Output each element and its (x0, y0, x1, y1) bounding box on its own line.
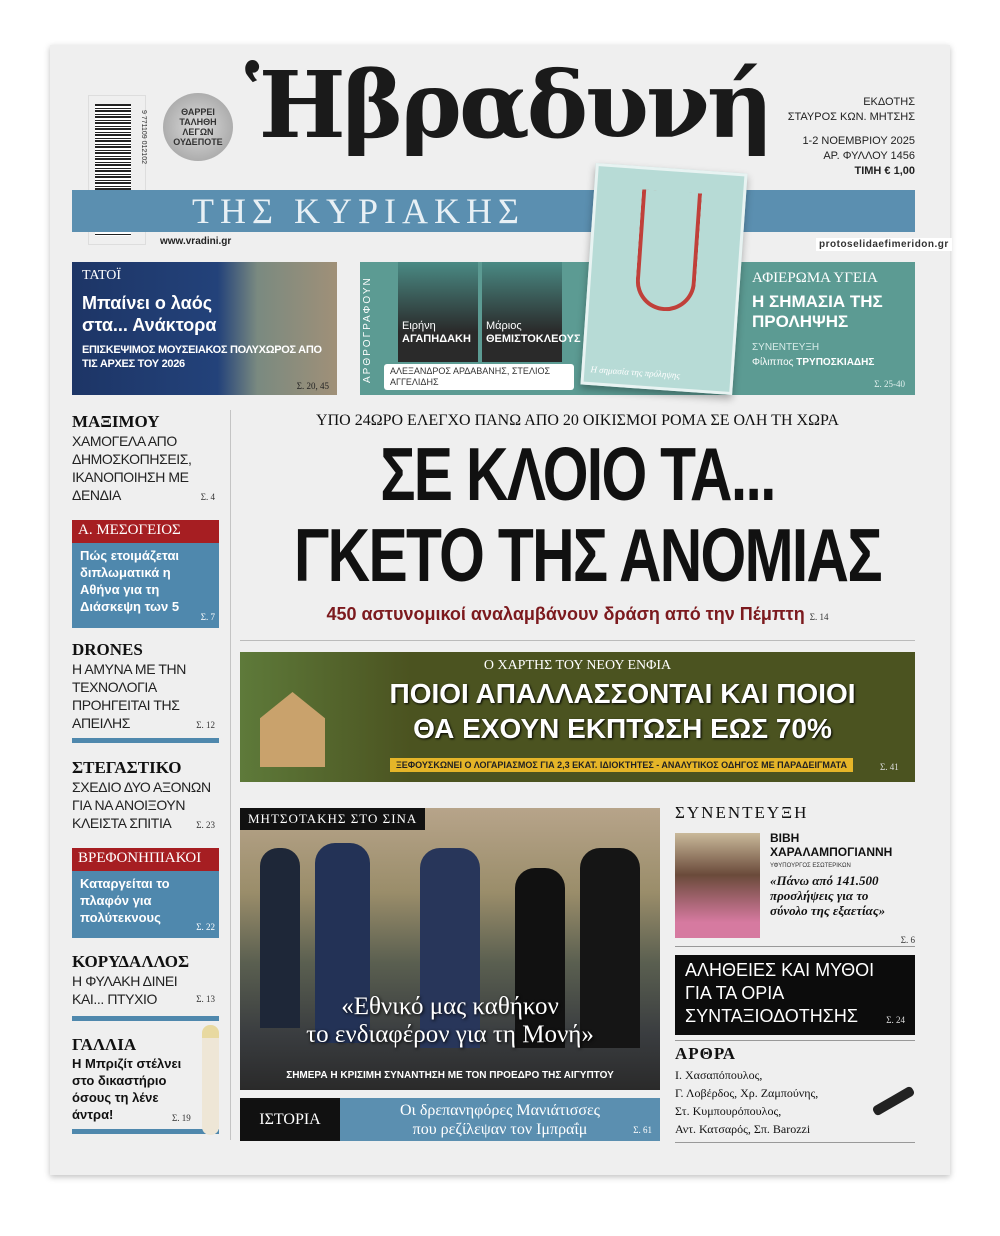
barcode-digits: 9 771109 012102 (140, 110, 147, 164)
left-story-vrefonipiakoi[interactable]: ΒΡΕΦΟΝΗΠΙΑΚΟΙ Καταργείται το πλαφόν για πολύτεκνους Σ. 22 (72, 848, 219, 938)
person-photo (398, 262, 478, 362)
health-magazine-cover: Η σημασία της πρόληψης (580, 163, 747, 395)
left-story-gallia[interactable]: ΓΑΛΛΙΑ Η Μπριζίτ στέλνει στο δικαστήριο όσους τη λένε άντρα! Σ. 19 (72, 1035, 219, 1134)
lead-subheadline: 450 αστυνομικοί αναλαμβάνουν δράση από την Πέμπτη Σ. 14 (326, 604, 829, 624)
left-story-drones[interactable]: DRONES Η ΑΜΥΝΑ ΜΕ ΤΗΝ ΤΕΧΝΟΛΟΓΙΑ ΠΡΟΗΓΕΙΤΑΙ ΤΗΣ ΑΠΕΙΛΗΣ Σ. 12 (72, 640, 219, 743)
person-photo (202, 1025, 219, 1135)
left-story-stegastiko[interactable]: ΣΤΕΓΑΣΤΙΚΟ ΣΧΕΔΙΟ ΔΥΟ ΑΞΟΝΩΝ ΓΙΑ ΝΑ ΑΝΟΙΞΟΥΝ ΚΛΕΙΣΤΑ ΣΠΙΤΙΑ Σ. 23 (72, 758, 215, 831)
pension-story[interactable]: ΑΛΗΘΕΙΕΣ ΚΑΙ ΜΥΘΟΙ ΓΙΑ ΤΑ ΟΡΙΑ ΣΥΝΤΑΞΙΟΔΟΤΗΣΗΣ Σ. 24 (675, 955, 915, 1035)
interviewee-photo (675, 833, 760, 938)
column-divider (230, 410, 231, 1140)
left-story-maximou[interactable]: ΜΑΞΙΜΟΥ ΧΑΜΟΓΕΛΑ ΑΠΟ ΔΗΜΟΣΚΟΠΗΣΕΙΣ, ΙΚΑΝΟΠΟΙΗΣΗ ΜΕ ΔΕΝΔΙΑ Σ. 4 (72, 412, 215, 503)
enfia-story[interactable]: Ο ΧΑΡΤΗΣ ΤΟΥ ΝΕΟΥ ΕΝΦΙΑ ΠΟΙΟΙ ΑΠΑΛΛΑΣΣΟΝΤΑΙ ΚΑΙ ΠΟΙΟΙ ΘΑ ΕΧΟΥΝ ΕΚΠΤΩΣΗ ΕΩΣ 70% ΞΕΦΟΥΣΚΩΝΕΙ Ο ΛΟΓΑΡΙΑΣΜΟΣ ΓΙΑ 2,3 ΕΚΑΤ. ΙΔΙΟΚΤΗΤΕΣ - ΑΝΑΛΥΤΙΚΟΣ ΟΔΗΓΟΣ ΜΕ ΠΑΡΑΔΕΙΓΜΑΤΑ Σ. 41 (240, 652, 915, 782)
health-feature[interactable]: ΑΡΘΡΟΓΡΑΦΟΥΝ Ειρήνη ΑΓΑΠΗΔΑΚΗ Μάριος ΘΕΜΙΣΤΟΚΛΕΟΥΣ ΑΛΕΞΑΝΔΡΟΣ ΑΡΔΑΒΑΝΗΣ, ΣΤΕΛΙΟΣ ΑΓΓΕΛΙΔΗΣ ΑΦΙΕΡΩΜΑ ΥΓΕΙΑ Η ΣΗΜΑΣΙΑ ΤΗΣ ΠΡΟΛΗΨΗΣ ΣΥΝΕΝΤΕΥΞΗ Φίλιππος ΤΡΥΠΟΣΚΙΑΔΗΣ Σ. 25-40 (360, 262, 915, 395)
divider (240, 640, 915, 641)
seal-logo: ΘΑΡΡΕΙ ΤΑΛΗΘΗ ΛΕΓΩΝ ΟΥΔΕΠΟΤΕ (163, 93, 233, 161)
publisher-info: ΕΚΔΟΤΗΣ ΣΤΑΥΡΟΣ ΚΩΝ. ΜΗΤΣΗΣ 1-2 ΝΟΕΜΒΡΙΟΥ 2025 ΑΡ. ΦΥΛΛΟΥ 1456 ΤΙΜΗ € 1,00 (787, 96, 915, 177)
masthead-subtitle: ΤΗΣ ΚΥΡΙΑΚΗΣ (72, 190, 915, 232)
masthead-title: Ἡβραδυνή (245, 51, 771, 159)
lead-overline: ΥΠΟ 24ΩΡΟ ΕΛΕΓΧΟ ΠΑΝΩ ΑΠΟ 20 ΟΙΚΙΣΜΟΙ ΡΟΜΑ ΣΕ ΟΛΗ ΤΗ ΧΩΡΑ (316, 412, 839, 429)
website-link[interactable]: www.vradini.gr (160, 236, 232, 247)
left-story-korydallos[interactable]: ΚΟΡΥΔΑΛΛΟΣ Η ΦΥΛΑΚΗ ΔΙΝΕΙ ΚΑΙ... ΠΤΥΧΙΟ Σ. 13 (72, 952, 219, 1021)
articles-list[interactable]: ΑΡΘΡΑ Ι. Χασαπόπουλος, Γ. Λοβέρδος, Χρ. Ζαμπούνης, Στ. Κυμπουρόπουλος, Αντ. Κατσαρός, Σπ. Barozzi (675, 1044, 915, 1138)
lead-headline[interactable]: ΣΕ ΚΛΟΙΟ ΤΑ... ΓΚΕΤΟ ΤΗΣ ΑΝΟΜΙΑΣ (294, 431, 881, 598)
tatoi-story[interactable]: ΤΑΤΟΪ Μπαίνει ο λαός στα... Ανάκτορα ΕΠΙΣΚΕΨΙΜΟΣ ΜΟΥΣΕΙΑΚΟΣ ΠΟΛΥΧΩΡΟΣ ΑΠΟ ΤΙΣ ΑΡΧΕΣ ΤΟΥ 2026 Σ. 20, 45 (72, 262, 337, 395)
person-photo (482, 262, 562, 362)
watermark: protoselidaefimeridon.gr (816, 238, 952, 251)
divider (675, 1142, 915, 1143)
divider (675, 1040, 915, 1041)
interview-story[interactable]: ΣΥΝΕΝΤΕΥΞΗ ΒΙΒΗ ΧΑΡΑΛΑΜΠΟΓΙΑΝΝΗ ΥΦΥΠΟΥΡΓΟΣ ΕΣΩΤΕΡΙΚΩΝ «Πάνω από 141.500 προσλήψεις για το σύνολο της εξαετίας» Σ. 6 (675, 803, 915, 945)
istoria-story[interactable]: ΙΣΤΟΡΙΑ Οι δρεπανηφόρες Μανιάτισσες που ρεζίλεψαν τον Ιμπραΐμ Σ. 61 (240, 1098, 660, 1141)
left-story-mesogeios[interactable]: Α. ΜΕΣΟΓΕΙΟΣ Πώς ετοιμάζεται διπλωματικά η Αθήνα για τη Διάσκεψη των 5 Σ. 7 (72, 520, 219, 628)
sina-photo-story[interactable]: ΜΗΤΣΟΤΑΚΗΣ ΣΤΟ ΣΙΝΑ «Εθνικό μας καθήκον το ενδιαφέρον για τη Μονή» ΣΗΜΕΡΑ Η ΚΡΙΣΙΜΗ ΣΥΝΑΝΤΗΣΗ ΜΕ ΤΟΝ ΠΡΟΕΔΡΟ ΤΗΣ ΑΙΓΥΠΤΟΥ (240, 808, 660, 1090)
divider (675, 946, 915, 947)
